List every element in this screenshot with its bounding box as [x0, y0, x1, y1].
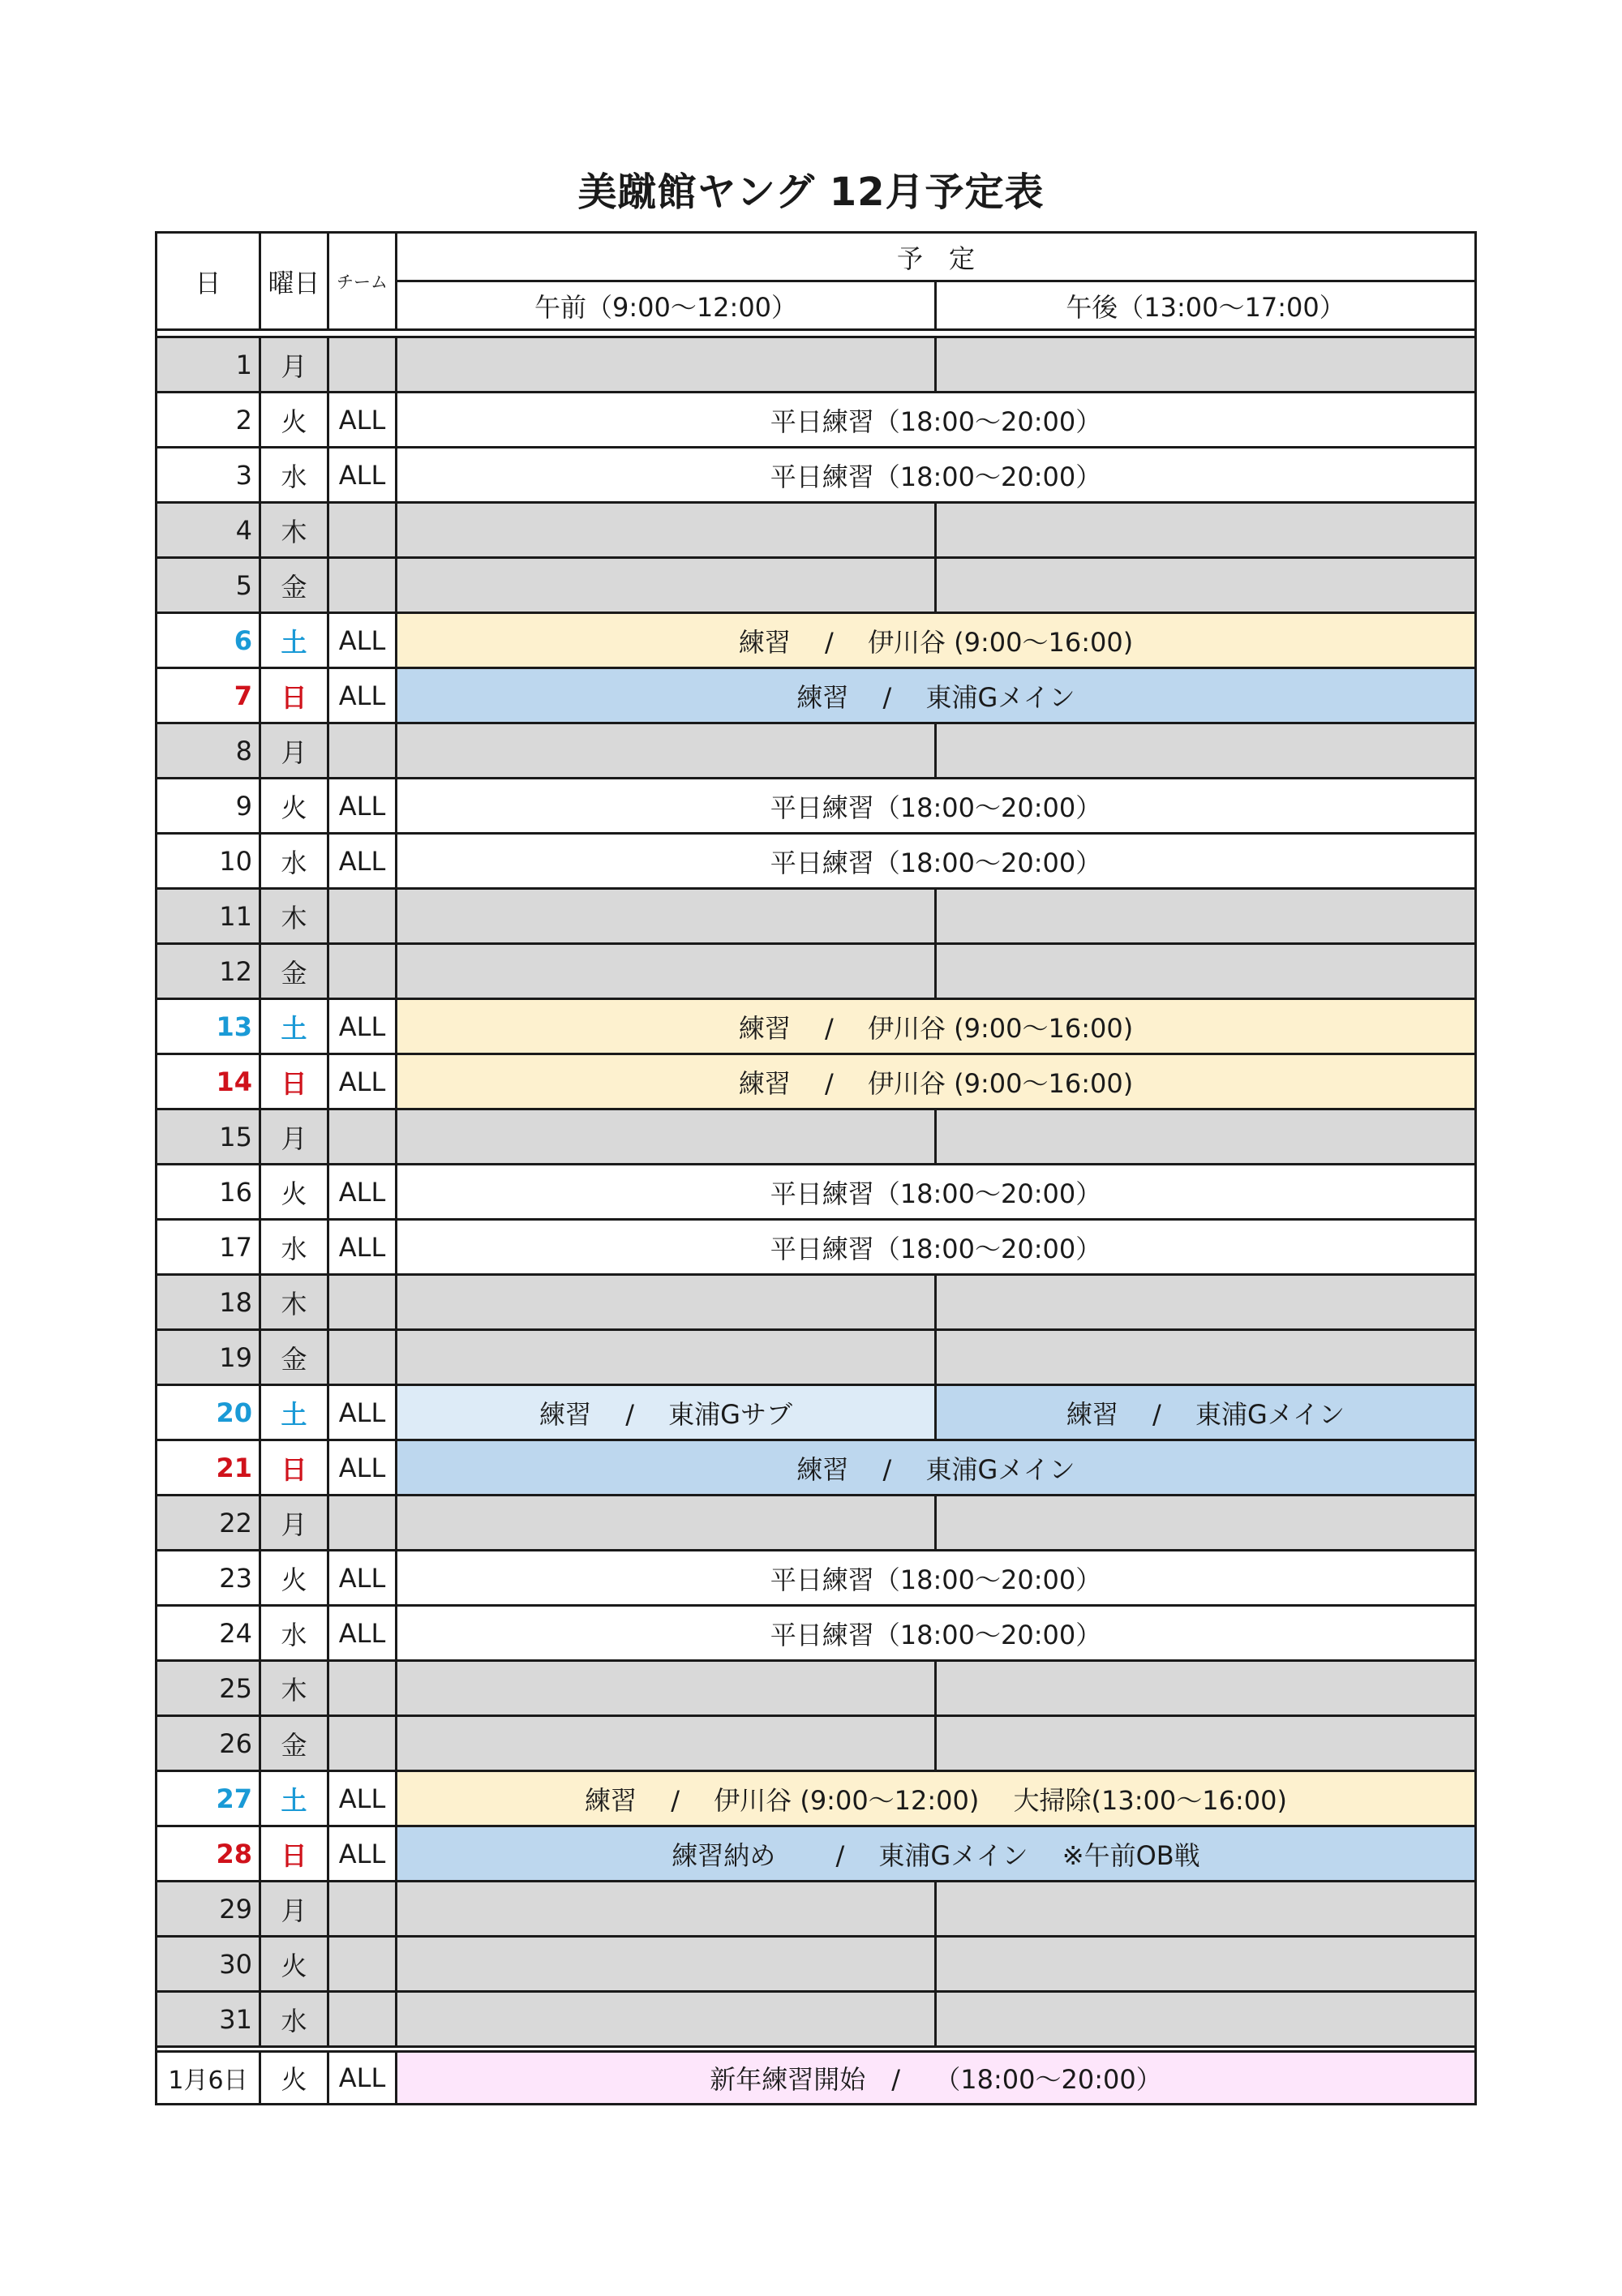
weekday-cell: 土: [260, 1771, 328, 1826]
weekday-cell: 木: [260, 503, 328, 558]
schedule-row: [157, 1826, 1476, 1882]
team-cell: [328, 944, 397, 999]
schedule-row: [157, 1109, 1476, 1165]
day-cell: 28: [157, 1826, 260, 1882]
header-team: チーム: [328, 233, 397, 330]
schedule-body: [157, 337, 1476, 2047]
header-divider: [157, 330, 1476, 337]
schedule-row: [157, 1606, 1476, 1661]
am-cell: [397, 1275, 936, 1330]
weekday-cell: 土: [260, 613, 328, 668]
schedule-row: [157, 999, 1476, 1054]
day-cell: 5: [157, 558, 260, 613]
team-cell: [328, 889, 397, 944]
day-cell: 25: [157, 1661, 260, 1716]
weekday-cell: 日: [260, 1054, 328, 1109]
weekday-cell: 火: [260, 393, 328, 448]
day-cell: 16: [157, 1165, 260, 1220]
pm-cell: [936, 1661, 1476, 1716]
weekday-cell: 土: [260, 999, 328, 1054]
schedule-row: [157, 889, 1476, 944]
am-cell: 練習 / 東浦Gサブ: [397, 1385, 936, 1440]
team-cell: [328, 337, 397, 393]
footer-row: [157, 2052, 1476, 2105]
weekday-cell: 火: [260, 1551, 328, 1606]
day-cell: 26: [157, 1716, 260, 1771]
team-cell: ALL: [328, 779, 397, 834]
team-cell: ALL: [328, 393, 397, 448]
day-cell: 10: [157, 834, 260, 889]
pm-cell: [936, 1109, 1476, 1165]
pm-cell: [936, 1937, 1476, 1992]
team-cell: ALL: [328, 1440, 397, 1496]
weekday-cell: 水: [260, 1606, 328, 1661]
team-cell: [328, 723, 397, 779]
weekday-cell: 金: [260, 944, 328, 999]
weekday-cell: 火: [260, 1165, 328, 1220]
schedule-row: [157, 1551, 1476, 1606]
day-cell: 7: [157, 668, 260, 723]
weekday-cell: 月: [260, 1496, 328, 1551]
am-cell: [397, 1937, 936, 1992]
event-cell: 練習 / 東浦Gメイン: [397, 668, 1476, 723]
day-cell: 17: [157, 1220, 260, 1275]
team-cell: [328, 1109, 397, 1165]
event-cell: 平日練習（18:00～20:00）: [397, 1606, 1476, 1661]
schedule-row: [157, 834, 1476, 889]
schedule-table: [155, 231, 1477, 2105]
event-cell: 平日練習（18:00～20:00）: [397, 1165, 1476, 1220]
weekday-cell: 月: [260, 723, 328, 779]
pm-cell: [936, 1882, 1476, 1937]
team-cell: ALL: [328, 1220, 397, 1275]
schedule-row: [157, 1716, 1476, 1771]
team-cell: [328, 1661, 397, 1716]
event-cell: 平日練習（18:00～20:00）: [397, 448, 1476, 503]
schedule-row: [157, 1882, 1476, 1937]
event-cell: 平日練習（18:00～20:00）: [397, 779, 1476, 834]
am-cell: [397, 1496, 936, 1551]
team-cell: ALL: [328, 448, 397, 503]
am-cell: [397, 1882, 936, 1937]
am-cell: [397, 889, 936, 944]
schedule-row: [157, 668, 1476, 723]
day-cell: 23: [157, 1551, 260, 1606]
event-cell: 平日練習（18:00～20:00）: [397, 393, 1476, 448]
schedule-row: [157, 1992, 1476, 2047]
team-cell: ALL: [328, 1826, 397, 1882]
pm-cell: [936, 944, 1476, 999]
am-cell: [397, 1330, 936, 1385]
weekday-cell: 木: [260, 1661, 328, 1716]
pm-cell: [936, 723, 1476, 779]
schedule-row: [157, 723, 1476, 779]
team-cell: [328, 1937, 397, 1992]
schedule-row: [157, 503, 1476, 558]
weekday-cell: 木: [260, 889, 328, 944]
day-cell: 3: [157, 448, 260, 503]
weekday-cell: 金: [260, 1716, 328, 1771]
day-cell: 18: [157, 1275, 260, 1330]
day-cell: 15: [157, 1109, 260, 1165]
weekday-cell: 月: [260, 337, 328, 393]
weekday-cell: 土: [260, 1385, 328, 1440]
weekday-cell: 水: [260, 448, 328, 503]
day-cell: 12: [157, 944, 260, 999]
pm-cell: [936, 1992, 1476, 2047]
pm-cell: [936, 1330, 1476, 1385]
footer-day: 1月6日: [157, 2052, 260, 2105]
pm-cell: [936, 1496, 1476, 1551]
team-cell: [328, 1496, 397, 1551]
schedule-row: [157, 1496, 1476, 1551]
am-cell: [397, 1109, 936, 1165]
day-cell: 1: [157, 337, 260, 393]
team-cell: [328, 1716, 397, 1771]
schedule-row: [157, 1275, 1476, 1330]
day-cell: 13: [157, 999, 260, 1054]
header-day: 日: [157, 233, 260, 330]
team-cell: ALL: [328, 1771, 397, 1826]
day-cell: 9: [157, 779, 260, 834]
weekday-cell: 水: [260, 834, 328, 889]
schedule-row: [157, 1771, 1476, 1826]
am-cell: [397, 944, 936, 999]
weekday-cell: 木: [260, 1275, 328, 1330]
am-cell: [397, 503, 936, 558]
weekday-cell: 日: [260, 1826, 328, 1882]
day-cell: 30: [157, 1937, 260, 1992]
day-cell: 31: [157, 1992, 260, 2047]
schedule-row: [157, 1661, 1476, 1716]
day-cell: 2: [157, 393, 260, 448]
weekday-cell: 水: [260, 1220, 328, 1275]
event-cell: 練習 / 伊川谷 (9:00～12:00) 大掃除(13:00～16:00): [397, 1771, 1476, 1826]
pm-cell: [936, 889, 1476, 944]
am-cell: [397, 558, 936, 613]
am-cell: [397, 1661, 936, 1716]
team-cell: ALL: [328, 999, 397, 1054]
pm-cell: [936, 503, 1476, 558]
team-cell: ALL: [328, 1165, 397, 1220]
day-cell: 14: [157, 1054, 260, 1109]
team-cell: ALL: [328, 1551, 397, 1606]
schedule-row: [157, 393, 1476, 448]
schedule-row: [157, 1330, 1476, 1385]
schedule-row: [157, 448, 1476, 503]
pm-cell: [936, 1275, 1476, 1330]
footer-team: ALL: [328, 2052, 397, 2105]
team-cell: [328, 503, 397, 558]
header-pm: 午後（13:00～17:00）: [936, 281, 1476, 330]
am-cell: [397, 337, 936, 393]
schedule-row: [157, 613, 1476, 668]
event-cell: 平日練習（18:00～20:00）: [397, 1551, 1476, 1606]
schedule-row: [157, 558, 1476, 613]
am-cell: [397, 1716, 936, 1771]
team-cell: ALL: [328, 1385, 397, 1440]
footer-event: 新年練習開始 / （18:00～20:00）: [397, 2052, 1476, 2105]
team-cell: ALL: [328, 668, 397, 723]
schedule-row: [157, 1220, 1476, 1275]
weekday-cell: 日: [260, 668, 328, 723]
day-cell: 20: [157, 1385, 260, 1440]
weekday-cell: 火: [260, 1937, 328, 1992]
weekday-cell: 月: [260, 1882, 328, 1937]
event-cell: 練習 / 伊川谷 (9:00～16:00): [397, 999, 1476, 1054]
pm-cell: [936, 1716, 1476, 1771]
schedule-row: [157, 1054, 1476, 1109]
weekday-cell: 火: [260, 779, 328, 834]
day-cell: 19: [157, 1330, 260, 1385]
weekday-cell: 水: [260, 1992, 328, 2047]
header-am: 午前（9:00～12:00）: [397, 281, 936, 330]
weekday-cell: 金: [260, 1330, 328, 1385]
day-cell: 24: [157, 1606, 260, 1661]
team-cell: ALL: [328, 1606, 397, 1661]
schedule-row: [157, 944, 1476, 999]
header-weekday: 曜日: [260, 233, 328, 330]
event-cell: 練習 / 伊川谷 (9:00～16:00): [397, 613, 1476, 668]
team-cell: [328, 558, 397, 613]
header-schedule: 予 定: [397, 233, 1476, 281]
weekday-cell: 月: [260, 1109, 328, 1165]
schedule-row: [157, 337, 1476, 393]
event-cell: 平日練習（18:00～20:00）: [397, 834, 1476, 889]
day-cell: 6: [157, 613, 260, 668]
team-cell: ALL: [328, 1054, 397, 1109]
am-cell: [397, 1992, 936, 2047]
weekday-cell: 日: [260, 1440, 328, 1496]
event-cell: 練習納め / 東浦Gメイン ※午前OB戦: [397, 1826, 1476, 1882]
team-cell: ALL: [328, 613, 397, 668]
pm-cell: 練習 / 東浦Gメイン: [936, 1385, 1476, 1440]
schedule-row: [157, 779, 1476, 834]
schedule-row: [157, 1440, 1476, 1496]
pm-cell: [936, 558, 1476, 613]
team-cell: [328, 1275, 397, 1330]
schedule-row: [157, 1165, 1476, 1220]
team-cell: [328, 1882, 397, 1937]
team-cell: [328, 1992, 397, 2047]
day-cell: 8: [157, 723, 260, 779]
day-cell: 11: [157, 889, 260, 944]
event-cell: 練習 / 伊川谷 (9:00～16:00): [397, 1054, 1476, 1109]
day-cell: 21: [157, 1440, 260, 1496]
event-cell: 平日練習（18:00～20:00）: [397, 1220, 1476, 1275]
day-cell: 4: [157, 503, 260, 558]
am-cell: [397, 723, 936, 779]
pm-cell: [936, 337, 1476, 393]
day-cell: 27: [157, 1771, 260, 1826]
schedule-row: [157, 1937, 1476, 1992]
schedule-row: [157, 1385, 1476, 1440]
event-cell: 練習 / 東浦Gメイン: [397, 1440, 1476, 1496]
weekday-cell: 金: [260, 558, 328, 613]
day-cell: 22: [157, 1496, 260, 1551]
team-cell: ALL: [328, 834, 397, 889]
footer-weekday: 火: [260, 2052, 328, 2105]
day-cell: 29: [157, 1882, 260, 1937]
page-title: 美蹴館ヤング 12月予定表: [577, 170, 1045, 215]
team-cell: [328, 1330, 397, 1385]
